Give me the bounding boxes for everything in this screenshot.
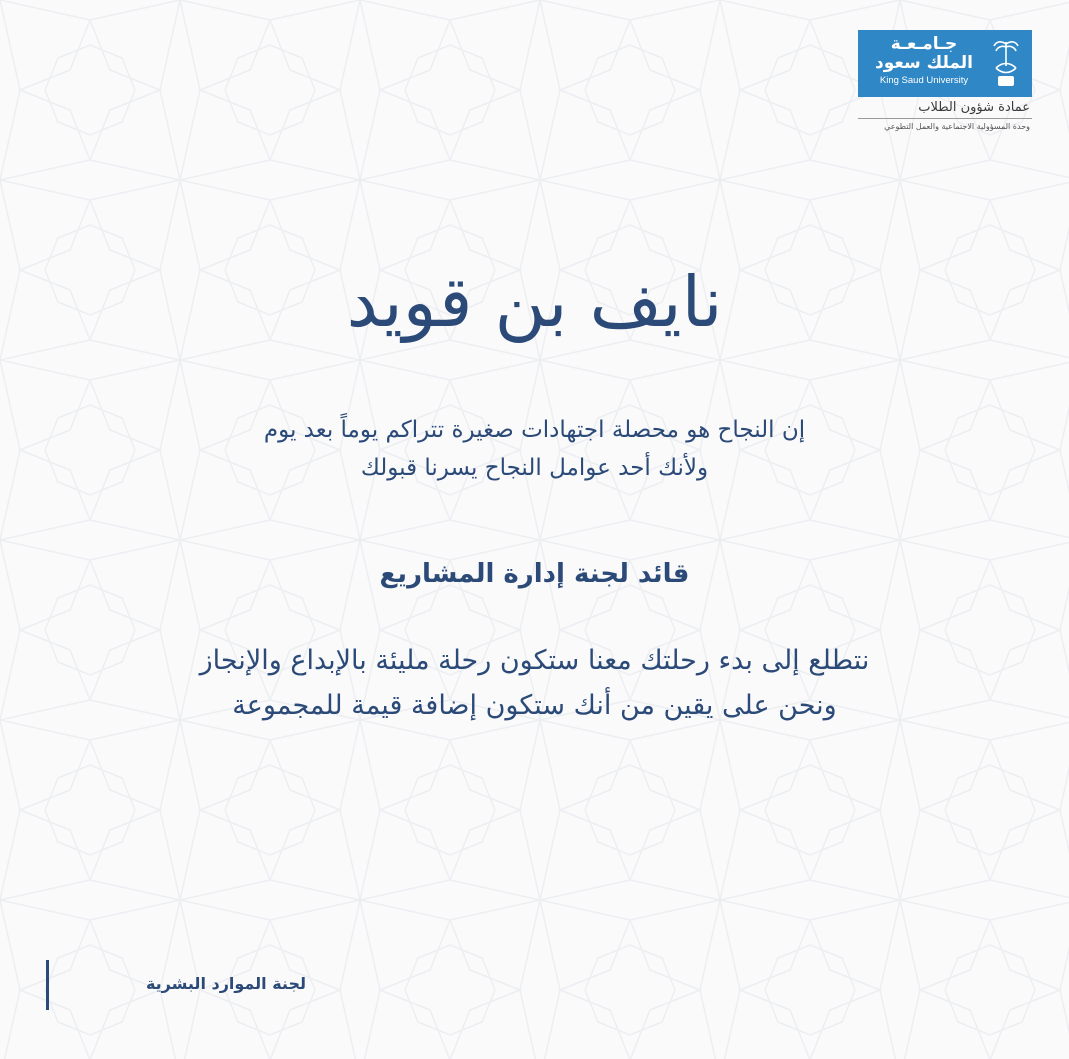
logo-box <box>858 30 1032 97</box>
committee-name: لجنة الموارد البشرية <box>145 974 306 993</box>
logo-arabic-line2: الملك سعود <box>875 53 973 73</box>
intro-paragraph <box>0 411 1069 487</box>
logo-arabic-name <box>864 35 984 73</box>
logo-divider <box>858 118 1032 119</box>
unit-label: وحدة المسؤولية الاجتماعية والعمل التطوعي <box>884 122 1030 131</box>
welcome-message <box>0 638 1069 728</box>
footer-accent-bar <box>46 960 49 1010</box>
intro-line-1: إن النجاح هو محصلة اجتهادات صغيرة تتراكم يوماً بعد يوم <box>263 417 806 443</box>
role-title: قائد لجنة إدارة المشاريع <box>379 559 690 589</box>
deanship-label: عمادة شؤون الطلاب <box>918 100 1030 115</box>
university-logo <box>858 30 1032 132</box>
message-line-1: نتطلع إلى بدء رحلتك معنا ستكون رحلة مليئة بالإبداع والإنجاز <box>199 645 870 676</box>
intro-line-2: ولأنك أحد عوامل النجاح يسرنا قبولك <box>360 455 709 481</box>
message-line-2: ونحن على يقين من أنك ستكون إضافة قيمة للمجموعة <box>232 690 837 721</box>
logo-english-name: King Saud University <box>879 75 969 86</box>
member-name: نايف بن قويد <box>346 261 723 343</box>
logo-arabic-line1: جـامـعـة <box>890 34 958 54</box>
palm-swords-emblem-icon <box>990 36 1022 90</box>
